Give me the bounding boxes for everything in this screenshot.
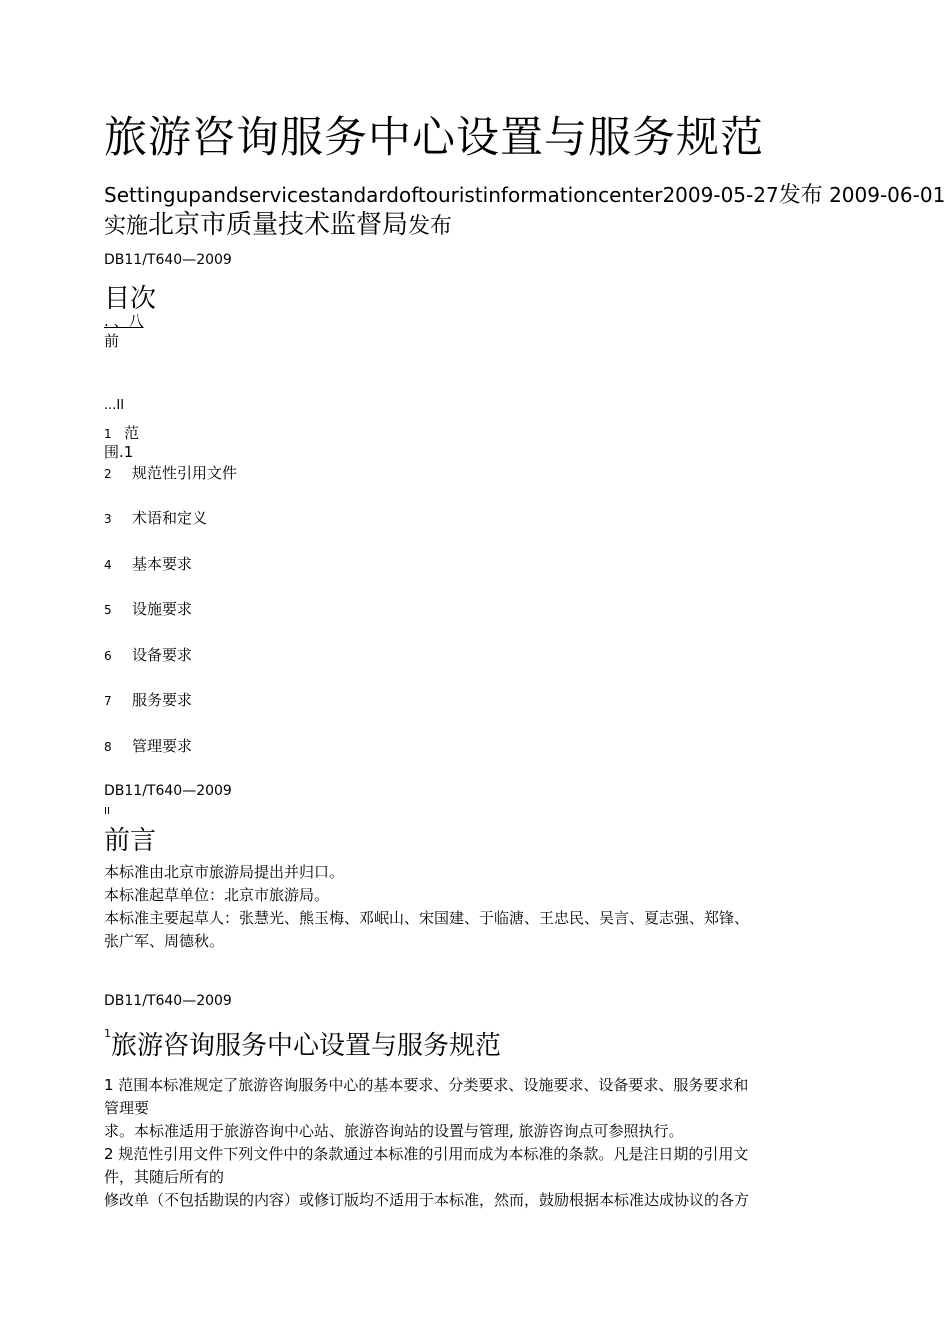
- standard-code: DB11/T640—2009: [104, 993, 232, 1009]
- toc-fragment: . 、八: [104, 312, 144, 330]
- document-title: 旅游咨询服务中心设置与服务规范: [104, 113, 764, 163]
- body-line: 2 规范性引用文件下列文件中的条款通过本标准的引用而成为本标准的条款。凡是注日期的引用文: [104, 1145, 749, 1163]
- toc-heading: 目次: [104, 284, 157, 314]
- preface-line: 张广军、周德秋。: [104, 932, 225, 950]
- publisher-name: 北京市质量技术监督局: [148, 210, 409, 240]
- standard-code: DB11/T640—2009: [104, 783, 232, 799]
- footnote-marker: 1: [104, 1027, 111, 1040]
- toc-item-number: 7: [104, 694, 112, 708]
- toc-item-label: 服务要求: [132, 691, 193, 709]
- toc-item-label: 围.1: [104, 443, 134, 461]
- toc-item-label: 设施要求: [132, 600, 193, 618]
- toc-item-label: 规范性引用文件: [132, 464, 238, 482]
- section-title-text: 旅游咨询服务中心设置与服务规范: [111, 1031, 502, 1061]
- preface-line: 本标准由北京市旅游局提出并归口。: [104, 863, 345, 881]
- body-line: 求。本标准适用于旅游咨询中心站、旅游咨询站的设置与管理, 旅游咨询点可参照执行。: [104, 1122, 684, 1140]
- toc-item[interactable]: [104, 735, 192, 756]
- page-number: II: [104, 806, 110, 817]
- body-line: 管理要: [104, 1099, 150, 1117]
- toc-item[interactable]: [104, 598, 192, 619]
- body-line: 修改单（不包括勘误的内容）或修订版均不适用于本标准，然而，鼓励根据本标准达成协议的各方: [104, 1191, 750, 1209]
- english-title-and-date: Settingupandservicestandardoftouristinformationcenter2009-05-27: [104, 183, 779, 207]
- toc-item-number: 8: [104, 740, 112, 754]
- publisher-label: 发布: [408, 214, 453, 239]
- toc-item-number: 4: [104, 558, 112, 572]
- toc-item-number: 5: [104, 603, 112, 617]
- toc-item-number: 1: [104, 427, 112, 441]
- preface-line: 本标准起草单位：北京市旅游局。: [104, 886, 330, 904]
- toc-item-number: 3: [104, 512, 112, 526]
- body-line: 1 范围本标准规定了旅游咨询服务中心的基本要求、分类要求、设施要求、设备要求、服务要求和: [104, 1076, 749, 1094]
- toc-item-label: 范: [124, 424, 140, 442]
- body-line: 件，其随后所有的: [104, 1168, 225, 1186]
- toc-item-label: 基本要求: [132, 555, 193, 573]
- preface-line: 本标准主要起草人：张慧光、熊玉梅、邓岷山、宋国建、于临溏、王忠民、吴言、夏志强、郑锋、: [104, 909, 750, 927]
- subtitle-line-2: [104, 204, 452, 241]
- toc-fragment: 前: [104, 332, 120, 350]
- toc-item-label: 管理要求: [132, 737, 193, 755]
- standard-code: DB11/T640—2009: [104, 252, 232, 268]
- preface-heading: 前言: [104, 826, 157, 856]
- toc-item[interactable]: [104, 689, 192, 710]
- toc-item[interactable]: [104, 553, 192, 574]
- toc-item-number: 6: [104, 649, 112, 663]
- toc-item[interactable]: [104, 507, 207, 528]
- toc-item-number: 2: [104, 467, 112, 481]
- implement-label: 实施: [104, 214, 149, 239]
- implement-date: 2009-06-01: [829, 183, 946, 207]
- toc-item[interactable]: [104, 462, 237, 483]
- toc-fragment: ...II: [104, 398, 125, 413]
- publish-label: 发布: [778, 183, 823, 208]
- section-title: [104, 1025, 501, 1062]
- toc-item-1[interactable]: [104, 422, 139, 443]
- toc-item[interactable]: [104, 644, 192, 665]
- toc-item-label: 设备要求: [132, 646, 193, 664]
- toc-item-label: 术语和定义: [132, 509, 208, 527]
